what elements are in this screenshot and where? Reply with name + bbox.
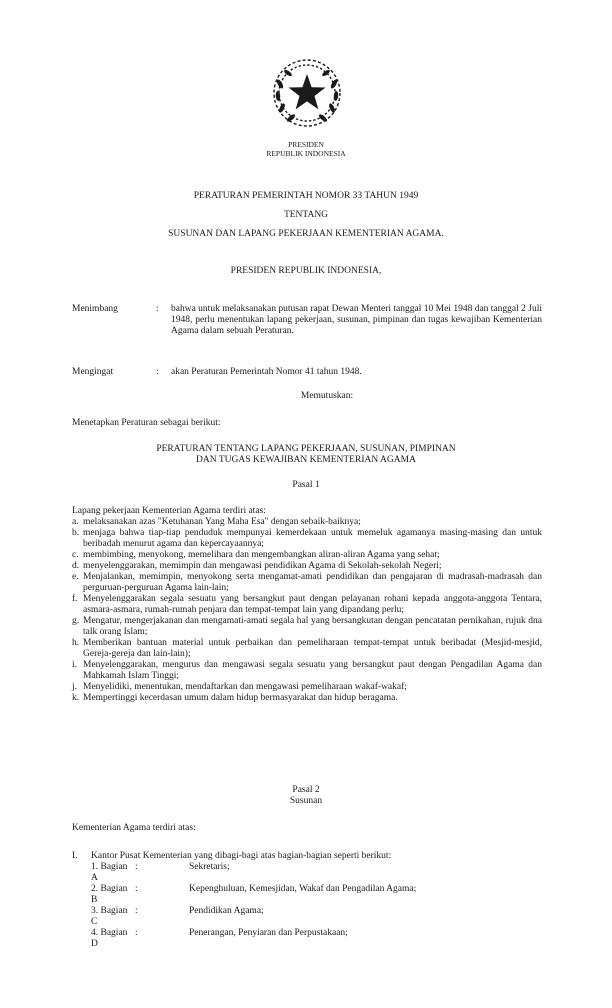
list-item	[72, 693, 542, 704]
header-republik-indonesia: REPUBLIK INDONESIA	[266, 149, 346, 158]
menetapkan: Menetapkan Peraturan sebagai berikut:	[72, 418, 221, 428]
bagian-colon: :	[135, 906, 138, 916]
list-item-text: melaksanakan azas "Ketuhanan Yang Maha Esa" dengan sebaik-baiknya;	[83, 517, 361, 527]
list-item-text: Menyelenggarakan segala sesuatu yang bersangkut paut dengan pelayanan rohani kepada anggota-anggota Tentara, asmara-asmara, rumah-rumah penjara dan tempat-tempat lain yang dipandang perlu;	[83, 594, 542, 615]
list-item	[72, 638, 542, 660]
list-item	[72, 660, 542, 682]
list-item	[91, 906, 416, 928]
bagian-text: Sekretaris;	[189, 862, 230, 872]
document-title-tentang: TENTANG	[283, 210, 329, 220]
pasal-1-list	[72, 517, 542, 704]
document-title: PERATURAN PEMERINTAH NOMOR 33 TAHUN 1949	[193, 191, 419, 201]
mengingat-colon: :	[156, 367, 159, 377]
bagian-list	[91, 862, 416, 950]
bagian-text: Pendidikan Agama;	[189, 906, 264, 916]
list-item	[72, 616, 542, 638]
list-item-text: Menyelenggarakan, mengurus dan mengawasi segala sesuatu yang bersangkut paut dengan Pengadilan Agama dan Mahkamah Islam Tinggi;	[83, 660, 542, 681]
menimbang-label: Menimbang	[72, 304, 118, 314]
list-item	[91, 928, 416, 950]
header-presiden: PRESIDEN	[288, 140, 324, 149]
authority-line: PRESIDEN REPUBLIK INDONESIA,	[230, 266, 382, 276]
pasal-1-intro: Lapang pekerjaan Kementerian Agama terdiri atas:	[72, 506, 266, 516]
list-item-mark: e.	[72, 572, 79, 582]
list-item	[72, 528, 542, 550]
list-item-text: Mempertinggi kecerdasan umum dalam hidup bermasyarakat dan hidup beragama.	[83, 693, 398, 703]
pasal-2-heading: Pasal 2	[292, 785, 320, 795]
list-item-mark: j.	[72, 682, 78, 692]
mengingat-label: Mengingat	[72, 367, 114, 377]
list-item-text: menjaga bahwa tiap-tiap penduduk mempunyai kemerdekaan untuk memeluk agamanya masing-masing dan untuk beribadah menurut agama dan kepercayaannya;	[83, 528, 542, 549]
pasal-2-subheading: Susunan	[289, 796, 323, 806]
bagian-colon: :	[135, 862, 138, 872]
bagian-number: 1. Bagian A	[91, 862, 128, 883]
list-item-text: Menjalankan, memimpin, menyokong serta mengamat-amati pendidikan dan pengajaran di madrasah-madrasah dan perguruan-perguruan Agama lain-lain;	[83, 572, 542, 593]
list-item	[72, 550, 542, 561]
menimbang-colon: :	[156, 304, 159, 314]
list-item	[91, 862, 416, 884]
memutuskan: Memutuskan:	[300, 391, 354, 401]
list-item-mark: h.	[72, 638, 80, 648]
list-item-mark: f.	[72, 594, 78, 604]
list-item-text: membimbing, menyokong, memelihara dan mengembangkan aliran-aliran Agama yang sehat;	[83, 550, 440, 560]
bagian-text: Penerangan, Penyiaran dan Perpustakaan;	[189, 928, 348, 938]
bagian-number: 3. Bagian C	[91, 906, 128, 927]
list-item	[72, 594, 542, 616]
list-item-text: Mengatur, mengerjakanan dan mengamati-amati segala hal yang bersangkutan dengan pencatatan pernikahan, rujuk dna talk orang Islam;	[83, 616, 542, 637]
regulation-title-line2: DAN TUGAS KEWAJIBAN KEMENTERIAN AGAMA	[196, 455, 416, 465]
list-item	[91, 884, 416, 906]
list-item	[72, 572, 542, 594]
list-item-mark: c.	[72, 550, 79, 560]
list-item	[72, 561, 542, 572]
bagian-colon: :	[135, 884, 138, 894]
list-item-text: Menyelidiki, menentukan, mendaftarkan dan mengawasi pemeliharaan wakaf-wakaf;	[83, 682, 407, 692]
bagian-text: Kepenghuluan, Kemesjidan, Wakaf dan Pengadilan Agama;	[189, 884, 417, 894]
list-item-mark: d.	[72, 561, 80, 571]
regulation-title-line1: PERATURAN TENTANG LAPANG PEKERJAAN, SUSUNAN, PIMPINAN	[156, 444, 456, 454]
pasal-2-intro: Kementerian Agama terdiri atas:	[72, 823, 196, 833]
bagian-colon: :	[135, 928, 138, 938]
bagian-number: 2. Bagian B	[91, 884, 128, 905]
list-item-mark: a.	[72, 517, 79, 527]
mengingat-text: akan Peraturan Pemerintah Nomor 41 tahun 1948.	[171, 367, 362, 377]
list-item-mark: i.	[72, 660, 78, 670]
bagian-number: 4. Bagian D	[91, 928, 128, 949]
list-item-text: Memberikan bantuan material untuk perbaikan dan pemeliharaan tempat-tempat untuk beribadat (Mesjid-mesjid, Gereja-gereja dan lain-lain);	[83, 638, 542, 659]
section-mark: I.	[72, 851, 78, 861]
list-item	[72, 517, 542, 528]
pasal-1-heading: Pasal 1	[292, 480, 320, 490]
presidential-emblem-icon	[268, 54, 346, 132]
list-item-text: menyelenggarakan, memimpin dan mengawasi pendidikan Agama di Sekolah-sekolah Negeri;	[83, 561, 442, 571]
list-item	[72, 682, 542, 693]
document-subject: SUSUNAN DAN LAPANG PEKERJAAN KEMENTERIAN AGAMA.	[168, 229, 444, 239]
menimbang-text: bahwa untuk melaksanakan putusan rapat Dewan Menteri tanggal 10 Mei 1948 dan tanggal 2 Juli 1948, perlu menentukan lapang pekerjaan, susunan, pimpinan dan tugas kewajiban Kementerian Agama dalam sebuah Peraturan.	[171, 304, 542, 336]
list-item-mark: b.	[72, 528, 80, 538]
list-item-mark: k.	[72, 693, 80, 703]
section-text: Kantor Pusat Kementerian yang dibagi-bagi atas bagian-bagian seperti berikut:	[91, 851, 392, 861]
list-item-mark: g.	[72, 616, 80, 626]
